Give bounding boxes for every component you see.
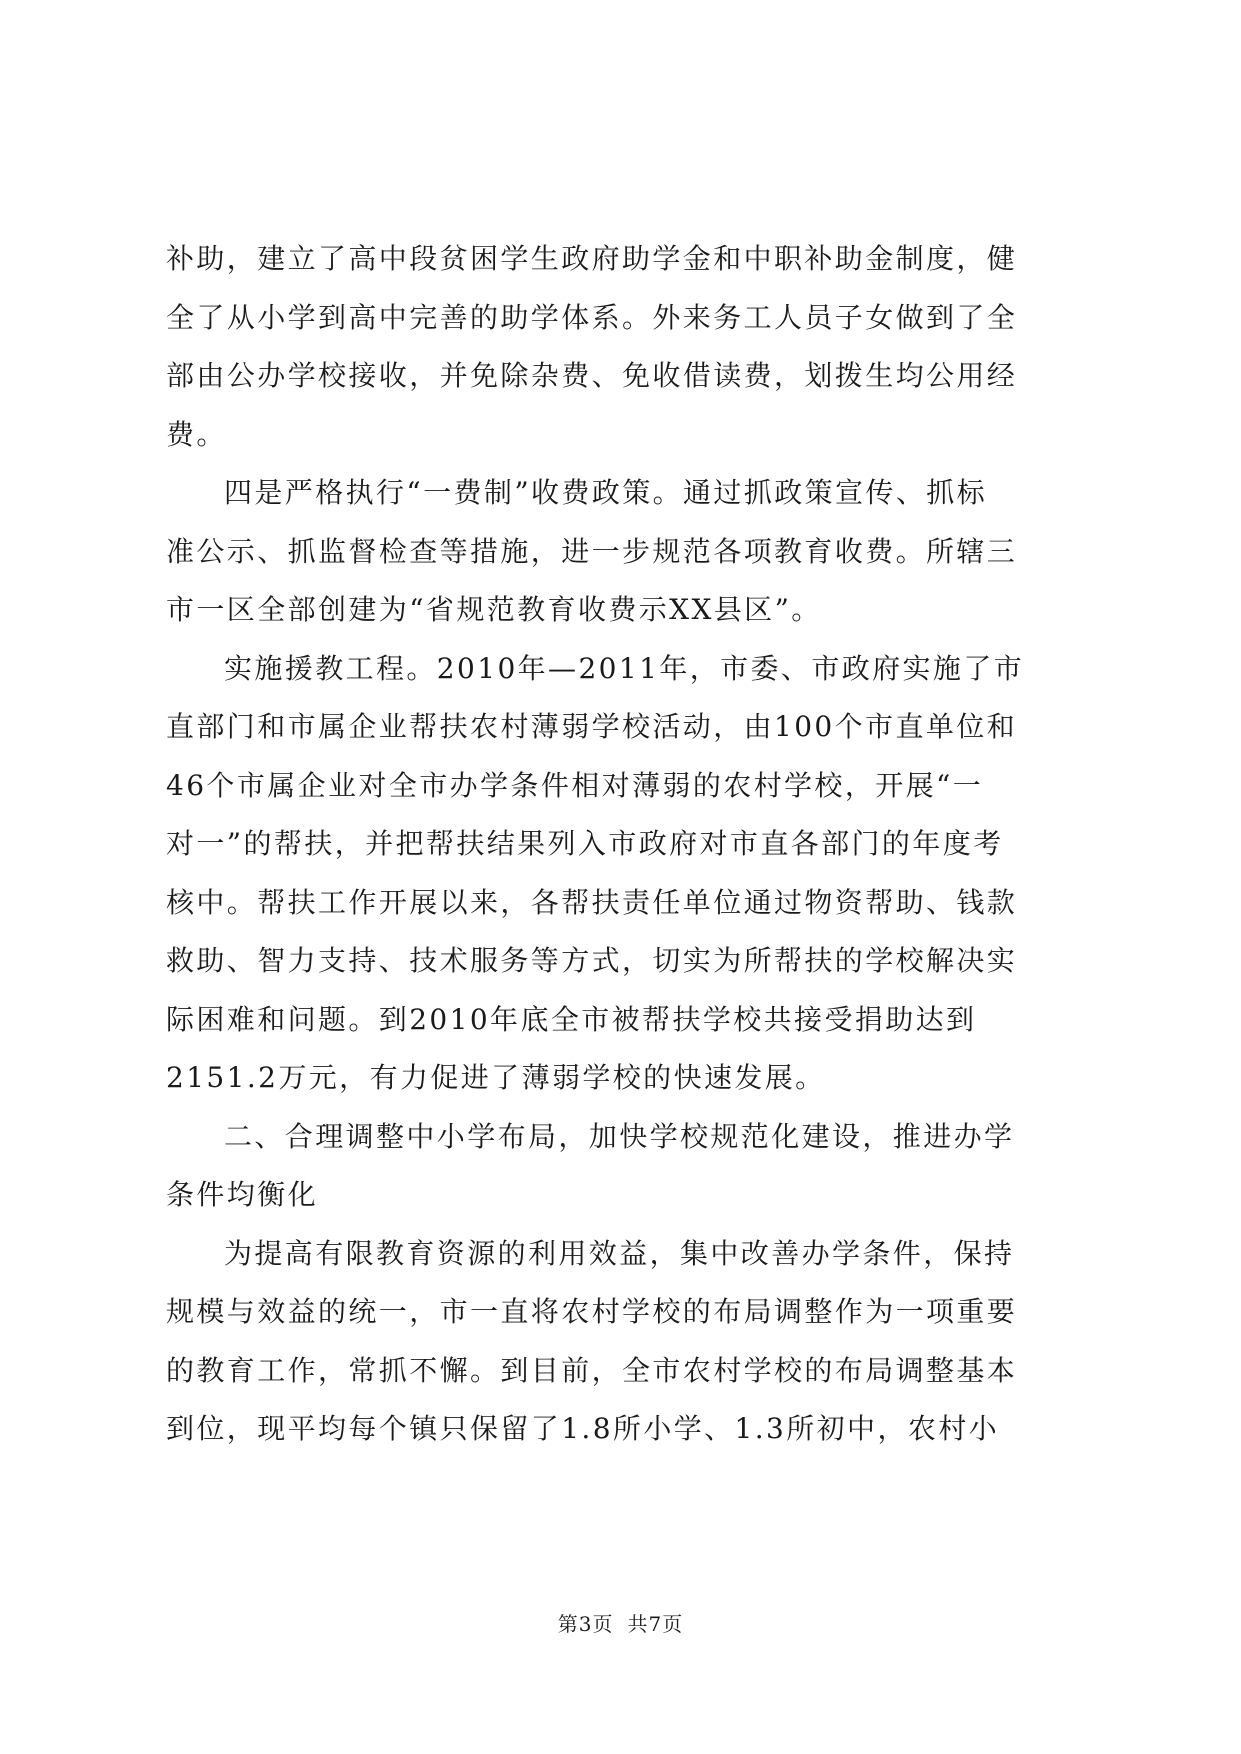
section-heading-line: 二、合理调整中小学布局，加快学校规范化建设，推进办学 [224,1119,1015,1153]
page-footer [0,1608,1241,1637]
document-body [166,230,1081,1459]
text-line: 准公示、抓监督检查等措施，进一步规范各项教育收费。所辖三 [166,534,1018,568]
text-line: 的教育工作，常抓不懈。到目前，全市农村学校的布局调整基本 [166,1353,1018,1387]
text-line: 规模与效益的统一，市一直将农村学校的布局调整作为一项重要 [166,1295,1018,1328]
text-line: 2151.2万元，有力促进了薄弱学校的快速发展。 [166,1061,826,1094]
page-total: 共7页 [627,1612,684,1636]
text-line: 到位，现平均每个镇只保留了1.8所小学、1.3所初中，农村小 [166,1412,1000,1445]
paragraph-start-line: 为提高有限教育资源的利用效益，集中改善办学条件，保持 [224,1236,1015,1270]
text-line: 补助，建立了高中段贫困学生政府助学金和中职补助金制度，健 [166,242,1018,275]
text-line: 核中。帮扶工作开展以来，各帮扶责任单位通过物资帮助、钱款 [166,885,1018,919]
text-line: 直部门和市属企业帮扶农村薄弱学校活动，由100个市直单位和 [166,710,1018,743]
paragraph-start-line: 四是严格执行“一费制”收费政策。通过抓政策宣传、抓标 [224,476,988,509]
text-line: 际困难和问题。到2010年底全市被帮扶学校共接受捐助达到 [166,1002,977,1036]
section-heading-line: 条件均衡化 [166,1178,319,1211]
text-line: 部由公办学校接收，并免除杂费、免收借读费，划拨生均公用经 [166,359,1018,392]
text-line: 全了从小学到高中完善的助学体系。外来务工人员子女做到了全 [166,300,1018,334]
text-line: 市一区全部创建为“省规范教育收费示XX县区”。 [166,593,822,626]
text-line: 救助、智力支持、技术服务等方式，切实为所帮扶的学校解决实 [166,944,1018,977]
paragraph-start-line: 实施援教工程。2010年—2011年，市委、市政府实施了市 [224,651,1025,685]
text-line: 对一”的帮扶，并把帮扶结果列入市政府对市直各部门的年度考 [166,827,1004,860]
page-number: 第3页 [557,1612,614,1636]
text-line: 费。 [166,417,227,451]
text-line: 46个市属企业对全市办学条件相对薄弱的农村学校，开展“一 [166,768,984,802]
